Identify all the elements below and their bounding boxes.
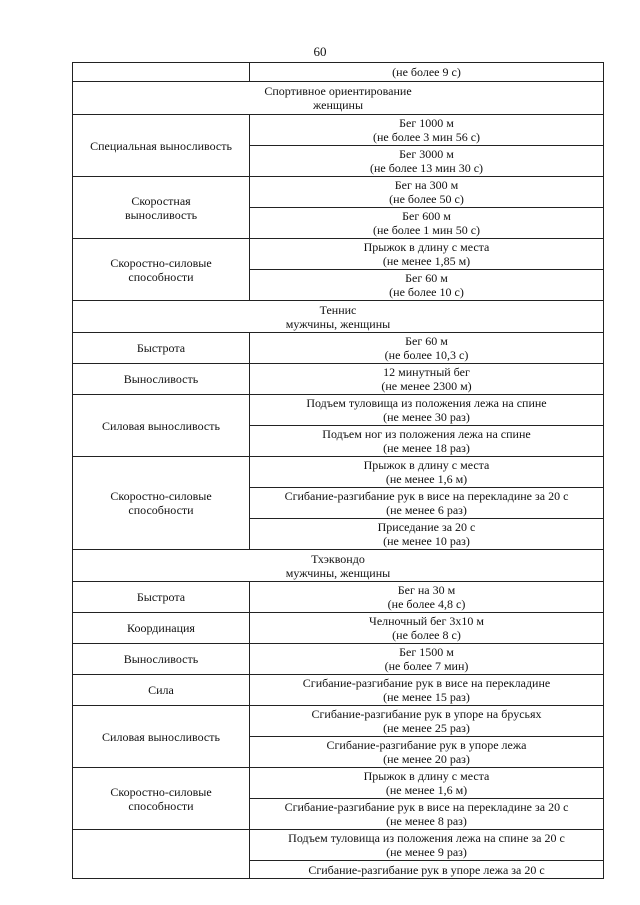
section-group: мужчины, женщины	[285, 565, 391, 580]
standard-value: (не более 13 мин 30 с)	[369, 161, 484, 175]
standard-value: (не более 7 мин)	[384, 659, 469, 673]
standard-value: (не более 4,8 с)	[387, 597, 466, 611]
standard-cell	[250, 737, 604, 768]
section-header	[73, 82, 604, 115]
standard-exercise: Челночный бег 3х10 м	[369, 614, 484, 628]
standard-exercise: Сгибание-разгибание рук в упоре на брусьях	[311, 707, 542, 721]
section-group: мужчины, женщины	[285, 316, 391, 331]
standard-value: (не менее 1,6 м)	[385, 472, 468, 486]
standard-exercise: 12 минутный бег	[383, 365, 470, 379]
physical-quality-cell	[73, 768, 250, 830]
standard-exercise: Сгибание-разгибание рук в висе на перекладине	[302, 676, 551, 690]
section-sport: Спортивное ориентирование	[264, 84, 412, 98]
standard-exercise: Прыжок в длину с места	[363, 240, 490, 254]
standard-exercise: Прыжок в длину с места	[363, 458, 490, 472]
physical-quality-line: Скоростно-силовые	[110, 489, 212, 503]
physical-quality-line: Скоростно-силовые	[110, 784, 212, 799]
physical-quality-line: выносливость	[124, 207, 198, 222]
standard-cell	[250, 519, 604, 550]
standard-cell	[250, 177, 604, 208]
standard-exercise: Бег на 30 м	[397, 583, 456, 597]
standard-value: (не менее 20 раз)	[383, 752, 470, 766]
section-header	[73, 550, 604, 582]
standard-cell	[250, 706, 604, 737]
standard-value: (не менее 30 раз)	[383, 410, 470, 424]
table-row	[73, 675, 604, 706]
table-row	[73, 333, 604, 364]
standard-exercise: Бег 1000 м	[399, 116, 454, 130]
standard-value: (не менее 15 раз)	[383, 690, 470, 704]
physical-quality-line: Скоростно-силовые	[110, 255, 212, 270]
table-row	[73, 177, 604, 208]
standard-value: (не менее 6 раз)	[386, 503, 467, 517]
standard-exercise: Подъем туловища из положения лежа на спине	[306, 396, 547, 410]
standard-value: (не более 9 с)	[392, 65, 461, 79]
standard-exercise: Сгибание-разгибание рук в упоре лежа	[326, 738, 527, 752]
standard-cell	[250, 239, 604, 270]
section-row	[73, 550, 604, 582]
standard-value: (не менее 18 раз)	[383, 441, 470, 455]
physical-quality-line: Силовая выносливость	[102, 729, 220, 744]
standard-exercise: Подъем ног из положения лежа на спине	[322, 427, 531, 441]
physical-quality-line: способности	[128, 269, 194, 284]
physical-quality-line: Выносливость	[123, 652, 199, 666]
standard-cell	[250, 457, 604, 488]
physical-quality-line: Быстрота	[136, 341, 186, 355]
standard-value: (не менее 8 раз)	[386, 814, 467, 828]
standard-cell	[250, 208, 604, 239]
physical-quality-cell	[73, 582, 250, 613]
physical-quality-cell	[73, 333, 250, 364]
physical-quality-cell	[73, 613, 250, 644]
standard-cell	[250, 768, 604, 799]
table-row	[73, 457, 604, 488]
standard-cell	[250, 146, 604, 177]
standard-value: (не более 3 мин 56 с)	[372, 130, 481, 144]
section-header	[73, 301, 604, 333]
physical-quality-line: Координация	[127, 621, 195, 635]
standard-value: (не более 8 с)	[392, 628, 461, 642]
physical-quality-line: Скоростная	[131, 193, 191, 208]
physical-quality-cell	[73, 675, 250, 706]
standard-exercise: Приседание за 20 с	[377, 520, 476, 534]
standard-exercise: Бег 600 м	[402, 209, 451, 223]
standard-cell	[250, 395, 604, 426]
standard-value: (не более 10 с)	[389, 285, 464, 299]
physical-quality-line: способности	[128, 798, 194, 813]
standard-exercise: Бег 60 м	[405, 334, 448, 348]
physical-quality-line: Выносливость	[123, 372, 199, 386]
standard-cell	[250, 613, 604, 644]
standard-cell	[250, 426, 604, 457]
standard-cell	[250, 799, 604, 830]
table-row	[73, 239, 604, 270]
standard-cell	[250, 270, 604, 301]
page-number: 60	[313, 44, 327, 59]
standard-value: (не менее 1,6 м)	[385, 783, 468, 797]
standard-cell	[250, 364, 604, 395]
standard-exercise: Бег 60 м	[405, 271, 448, 285]
table-row	[73, 582, 604, 613]
table-row	[73, 115, 604, 146]
table-row	[73, 768, 604, 799]
standard-value: (не более 10,3 с)	[384, 348, 469, 362]
standard-cell	[250, 63, 604, 82]
standard-value: (не более 1 мин 50 с)	[372, 223, 481, 237]
physical-quality-cell	[73, 177, 250, 239]
physical-quality-cell	[73, 364, 250, 395]
section-row	[73, 82, 604, 115]
table-row	[73, 706, 604, 737]
physical-quality-line: Быстрота	[136, 590, 186, 604]
standard-exercise: Сгибание-разгибание рук в упоре лежа за 20 с	[308, 862, 545, 877]
table-row	[73, 395, 604, 426]
section-sport: Теннис	[319, 302, 357, 317]
norms-table-body	[73, 63, 604, 879]
norms-table	[72, 62, 604, 879]
standard-cell	[250, 830, 604, 861]
standard-cell	[250, 115, 604, 146]
standard-exercise: Сгибание-разгибание рук в висе на перекладине за 20 с	[284, 489, 569, 503]
physical-quality-line: Сила	[148, 683, 174, 697]
physical-quality-line: Специальная выносливость	[90, 138, 232, 153]
physical-quality-cell	[73, 239, 250, 301]
standard-value: (не менее 25 раз)	[383, 721, 470, 735]
standard-cell	[250, 675, 604, 706]
table-row	[73, 830, 604, 861]
standard-cell	[250, 488, 604, 519]
section-row	[73, 301, 604, 333]
standard-exercise: Бег на 300 м	[394, 178, 459, 192]
standard-value: (не менее 1,85 м)	[382, 254, 471, 268]
section-group: женщины	[312, 98, 364, 112]
standard-cell	[250, 644, 604, 675]
physical-quality-line: способности	[128, 503, 194, 517]
physical-quality-cell	[73, 706, 250, 768]
standard-exercise: Сгибание-разгибание рук в висе на перекладине за 20 с	[284, 800, 569, 814]
standard-exercise: Подъем туловища из положения лежа на спине за 20 с	[288, 831, 565, 845]
physical-quality-line: Силовая выносливость	[102, 418, 220, 433]
standard-exercise: Бег 3000 м	[399, 147, 454, 161]
standard-value: (не менее 9 раз)	[386, 845, 467, 859]
table-row	[73, 364, 604, 395]
physical-quality-cell	[73, 644, 250, 675]
standard-value: (не менее 2300 м)	[381, 379, 472, 393]
table-row	[73, 63, 604, 82]
physical-quality-cell	[73, 115, 250, 177]
physical-quality-cell	[73, 830, 250, 879]
standard-value: (не менее 10 раз)	[383, 534, 470, 548]
section-sport: Тхэквондо	[311, 551, 365, 566]
table-row	[73, 644, 604, 675]
physical-quality-cell	[73, 63, 250, 82]
standard-value: (не более 50 с)	[389, 192, 464, 206]
standard-cell	[250, 861, 604, 879]
standard-cell	[250, 333, 604, 364]
physical-quality-cell	[73, 395, 250, 457]
standard-exercise: Прыжок в длину с места	[363, 769, 490, 783]
physical-quality-cell	[73, 457, 250, 550]
table-row	[73, 613, 604, 644]
standard-cell	[250, 582, 604, 613]
standard-exercise: Бег 1500 м	[399, 645, 454, 659]
